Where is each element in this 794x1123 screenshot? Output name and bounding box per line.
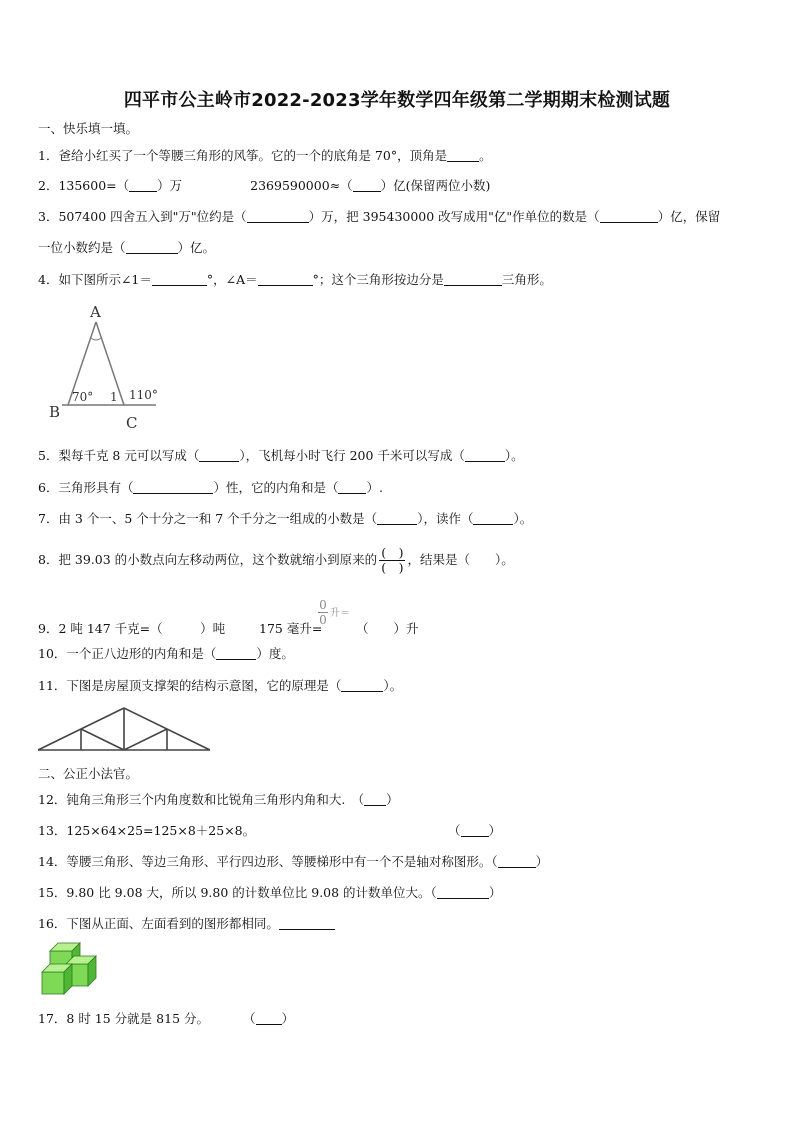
q4-text-d: 三角形。 [501,272,552,287]
exterior-angle-label: 110° [129,388,158,402]
cube-front-left [42,964,72,994]
q3-answer-blank-2[interactable] [600,210,658,223]
question-3 [38,209,720,225]
q7-answer-blank-2[interactable] [473,512,513,525]
q3-text-d: 一位小数约是（ [38,240,126,255]
q17-answer [243,1011,294,1027]
q15-answer-blank[interactable] [437,886,489,899]
q6-answer-blank-1[interactable] [133,481,213,494]
question-11 [38,678,402,694]
q11-text-b: ）。 [383,678,403,693]
question-8 [38,546,514,575]
q1-text: 1．爸给小红买了一个等腰三角形的风筝。它的一个的底角是 70°，顶角是 [38,148,448,163]
q3-answer-blank-1[interactable] [247,210,309,223]
q1-answer-blank[interactable] [447,149,479,162]
page-title: 四平市公主岭市2022-2023学年数学四年级第二学期期末检测试题 [123,90,671,111]
q5-text-a: 5．梨每千克 8 元可以写成（ [38,448,200,463]
q3-text-b: ）万，把 395430000 改写成用"亿"作单位的数是（ [308,209,600,224]
q5-text-b: ），飞机每小时飞行 200 千米可以写成（ [239,448,465,463]
q4-text-a: 4．如下图所示∠1＝ [38,272,152,287]
angle-b-label: 70° [72,390,94,404]
q12-answer-blank[interactable] [364,793,386,806]
q8-text-b: ，结果是（ ）。 [407,552,514,567]
q5-answer-blank-1[interactable] [199,449,239,462]
q14-text-a: 14．等腰三角形、等边三角形、平行四边形、等腰梯形中有一个不是轴对称图形。（ [38,854,498,869]
q2-text-b: ）万 [157,178,183,193]
q13-answer [448,823,501,839]
q16-text: 16．下图从正面、左面看到的图形都相同。 [38,916,279,931]
question-10 [38,646,294,662]
q4-answer-blank-1[interactable] [152,273,207,286]
q7-text-b: ），读作（ [417,511,474,526]
q13-text-a: 13．125×64×25=125×8＋25×8。 [38,823,256,838]
question-16 [38,916,335,932]
q4-answer-blank-3[interactable] [444,273,502,286]
question-1 [38,148,492,164]
question-7 [38,511,532,527]
q4-text-c: °；这个三角形按边分是 [312,272,444,287]
q6-text-a: 6．三角形具有（ [38,480,134,495]
q14-answer-blank[interactable] [498,855,536,868]
q2-text-c: 2369590000≈（ [250,178,353,193]
vertex-b-label: B [49,403,61,421]
q14-text-b: ） [535,854,549,869]
q17-text-a: 17．8 时 15 分就是 815 分。 [38,1011,209,1026]
q9-faint-unit: 升＝ [330,608,350,619]
q15-text-a: 15．9.80 比 9.08 大，所以 9.80 的计数单位比 9.08 的计数单位大。（ [38,885,437,900]
question-5 [38,448,524,464]
question-13 [38,823,502,839]
angle-a-arc [91,338,101,340]
q16-answer-blank[interactable] [279,917,335,930]
q6-text-b: ）性，它的内角和是（ [213,480,339,495]
q11-answer-blank[interactable] [341,679,383,692]
truss-right-diagonal [124,729,167,750]
q7-text-a: 7．由 3 个一、5 个十分之一和 7 个千分之一组成的小数是（ [38,511,378,526]
q9-fraction-numerator: 0 [319,598,327,612]
q5-text-c: ）。 [504,448,524,463]
q13-close-paren: ） [488,823,502,838]
q7-answer-blank-1[interactable] [377,512,417,525]
q3-text-e: ）亿。 [177,240,216,255]
cube-front-face [42,972,64,994]
q9-faint-fraction [318,598,328,627]
vertex-c-label: C [126,414,138,432]
q3-answer-blank-3[interactable] [126,241,178,254]
q10-answer-blank[interactable] [216,647,256,660]
section-2-heading: 二、公正小法官。 [38,766,139,781]
q15-text-b: ） [488,885,502,900]
q10-text-b: ）度。 [256,646,294,661]
q4-text-b: °，∠A＝ [206,272,258,287]
q4-answer-blank-2[interactable] [258,273,313,286]
cubes-figure [40,942,106,998]
q13-open-paren: （ [448,823,461,838]
roof-truss-figure [36,704,214,754]
truss-left-diagonal [81,729,124,750]
q17-open-paren: （ [243,1011,256,1026]
q9-fraction-denominator: 0 [319,613,327,627]
q9-text-a: 9．2 吨 147 千克=（ ）吨 [38,621,226,636]
q11-text-a: 11．下图是房屋顶支撑架的结构示意图，它的原理是（ [38,678,342,693]
question-2 [38,178,490,194]
q12-text-a: 12．钝角三角形三个内角度数和比锐角三角形内角和大. （ [38,792,365,807]
q5-answer-blank-2[interactable] [465,449,505,462]
angle-1-label: 1 [110,390,118,404]
q2-text-d: ）亿(保留两位小数) [380,178,491,193]
q8-fraction-denominator: ( ) [381,560,404,575]
q9-text-c: （ ）升 [356,621,419,636]
q17-close-paren: ） [281,1011,295,1026]
q12-text-b: ） [386,792,399,807]
question-17 [38,1011,295,1027]
triangle-figure [44,300,174,435]
q13-answer-blank[interactable] [461,824,489,837]
question-14 [38,854,548,870]
q8-fraction[interactable] [379,546,405,575]
question-4 [38,272,552,288]
q6-answer-blank-2[interactable] [338,481,366,494]
q8-text-a: 8．把 39.03 的小数点向左移动两位，这个数就缩小到原来的 [38,552,378,567]
question-6 [38,480,383,496]
q6-text-c: ）. [366,480,383,495]
q8-fraction-numerator: ( ) [381,545,404,560]
q2-text-a: 2．135600=（ [38,178,130,193]
question-12 [38,792,399,808]
question-3-cont [38,240,215,256]
q7-text-c: ）。 [513,511,533,526]
q2-answer-blank-2[interactable] [353,179,381,192]
q3-text-c: ）亿，保留 [657,209,721,224]
q10-text-a: 10．一个正八边形的内角和是（ [38,646,217,661]
q9-text-b: 175 毫升= [259,621,323,636]
section-1-heading: 一、快乐填一填。 [38,121,139,136]
q3-text-a: 3．507400 四舍五入到"万"位约是（ [38,209,247,224]
q2-answer-blank-1[interactable] [129,179,157,192]
question-15 [38,885,501,901]
vertex-a-label: A [90,303,101,321]
q17-answer-blank[interactable] [256,1012,282,1025]
q1-end: 。 [479,148,492,163]
